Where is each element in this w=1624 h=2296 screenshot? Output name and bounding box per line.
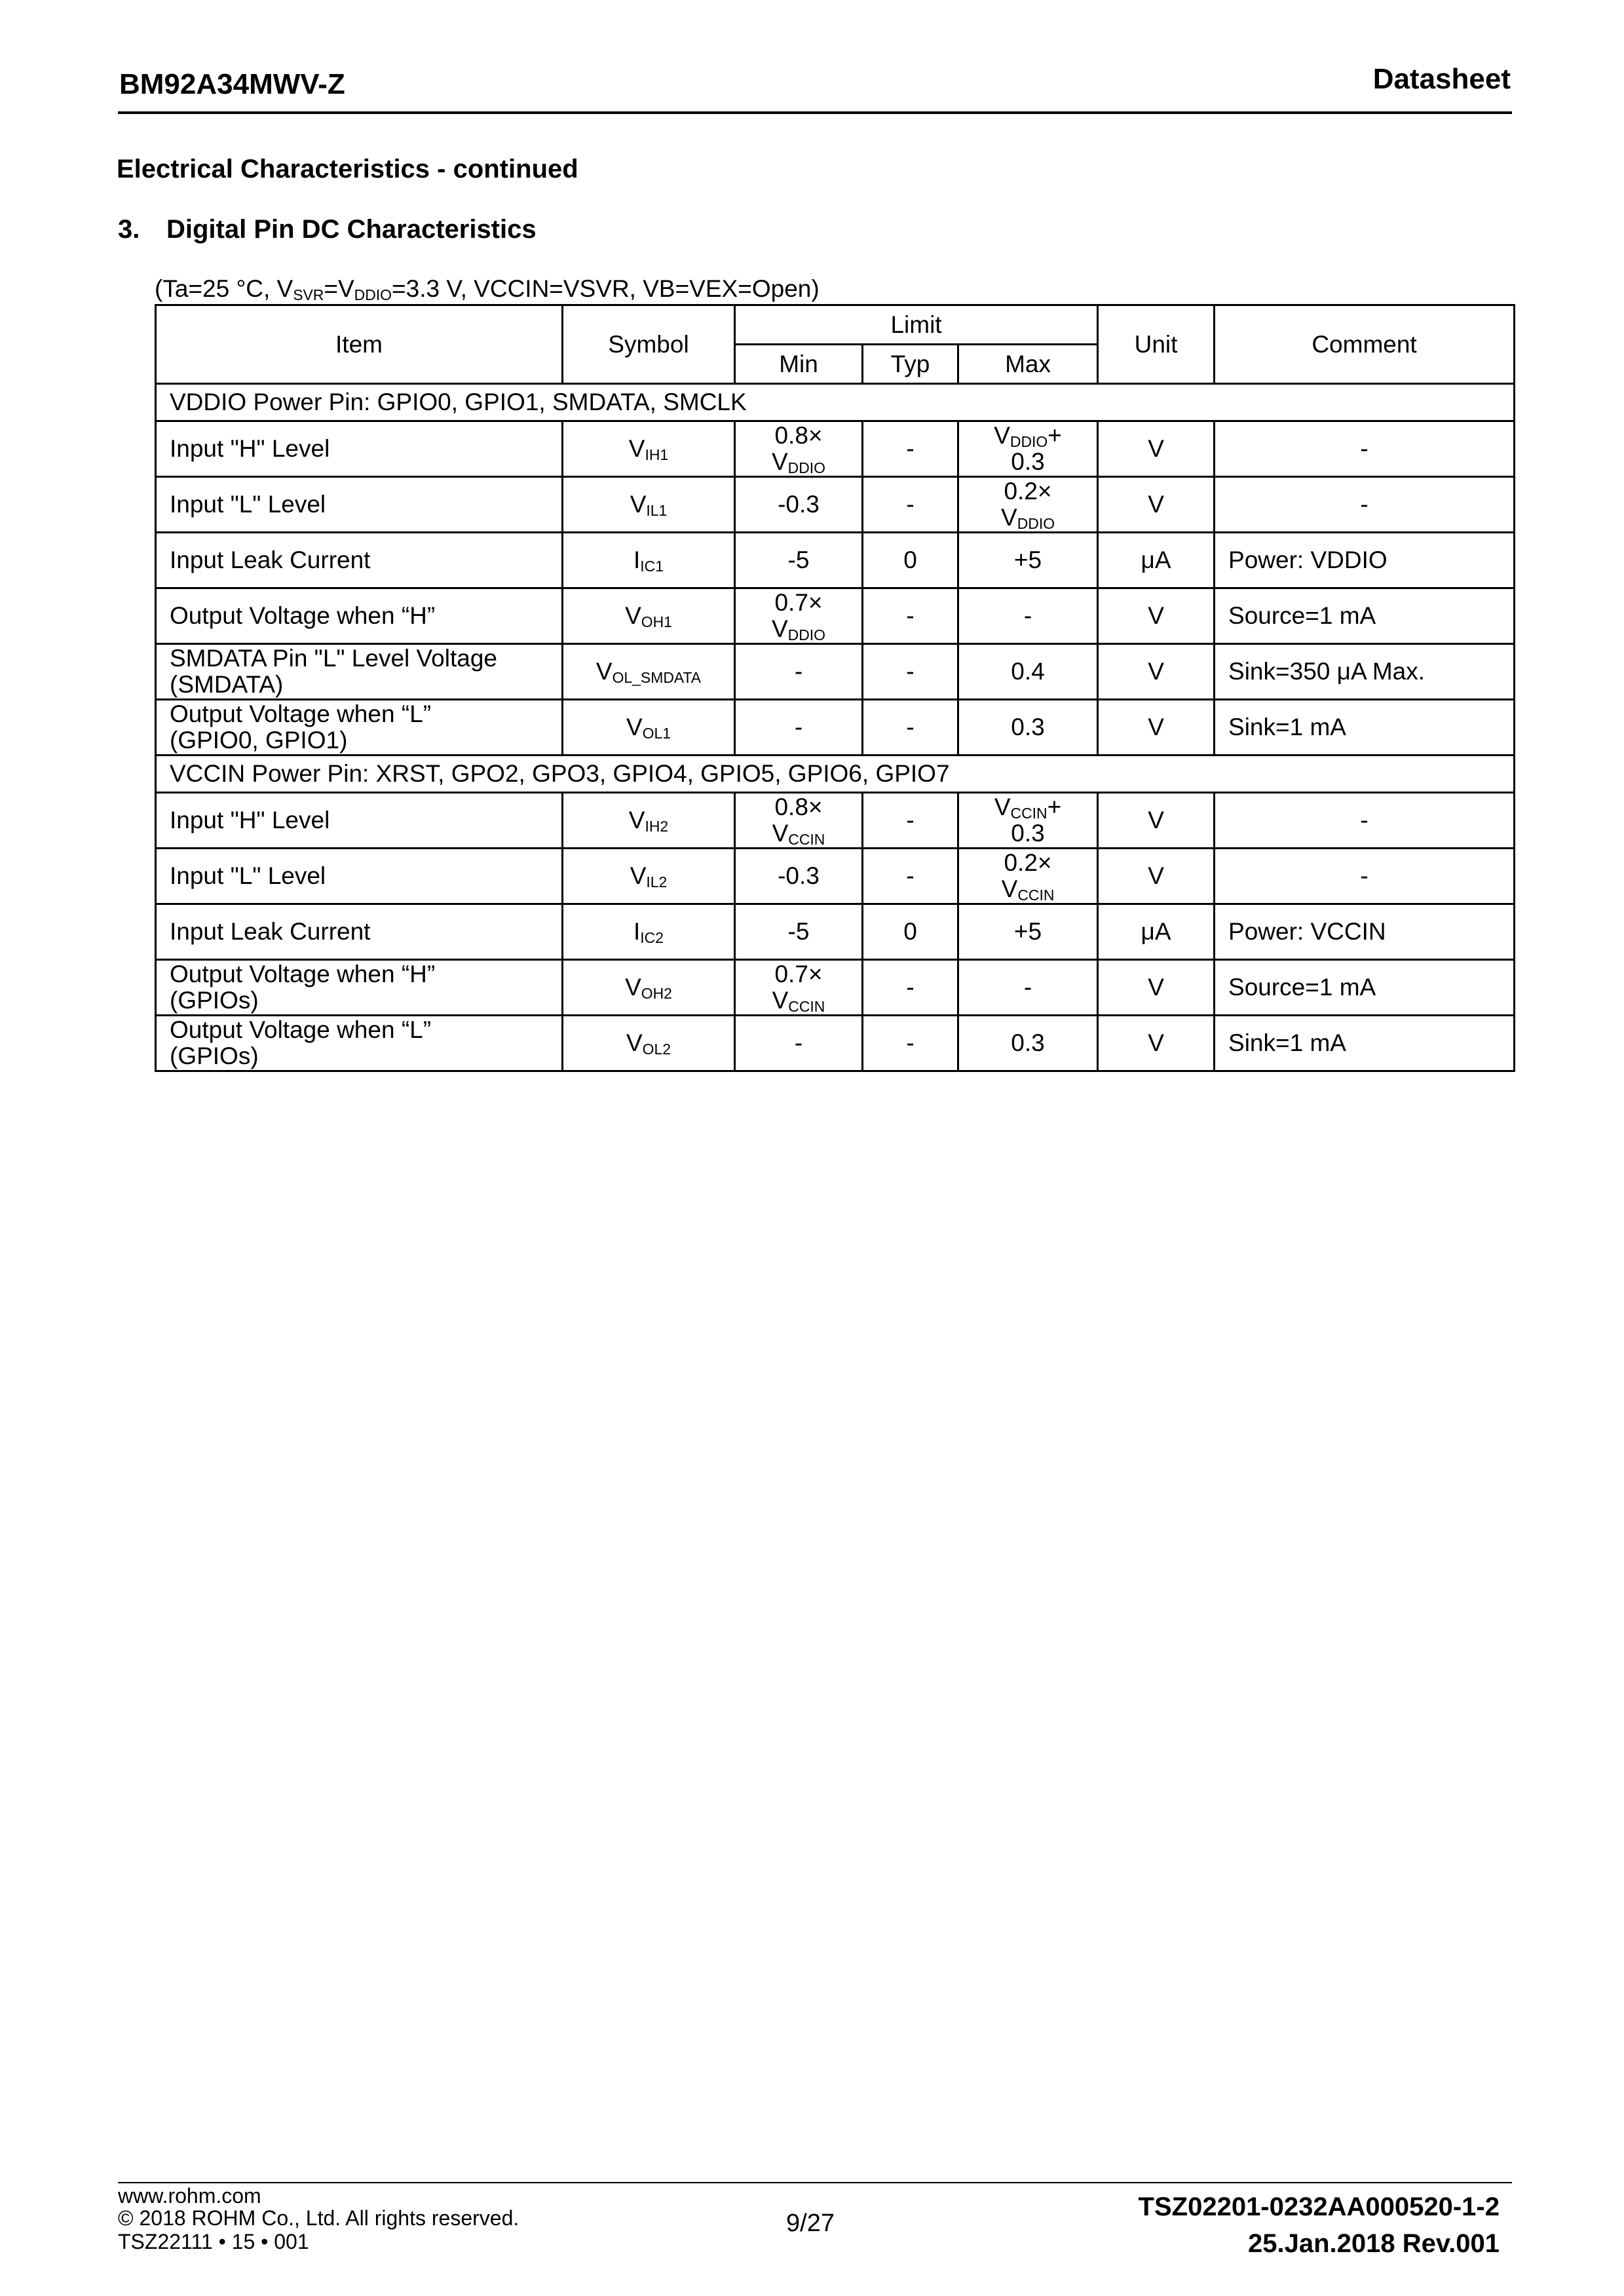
subsection-number: 3. bbox=[118, 215, 140, 244]
max-line2: V bbox=[1001, 504, 1017, 531]
typ-cell: - bbox=[863, 960, 958, 1016]
item-text: SMDATA Pin "L" Level Voltage bbox=[170, 645, 497, 672]
comment-cell: Power: VCCIN bbox=[1215, 904, 1515, 960]
symbol-cell bbox=[563, 533, 735, 588]
item-cell bbox=[156, 849, 563, 904]
max-cell: - bbox=[958, 960, 1098, 1016]
symbol-sub: IC2 bbox=[640, 929, 664, 947]
unit-cell: V bbox=[1098, 1016, 1215, 1071]
symbol-sub: OH2 bbox=[641, 985, 672, 1003]
max-line1: 0.2× bbox=[1004, 849, 1052, 876]
item-cell bbox=[156, 960, 563, 1016]
item-cell bbox=[156, 904, 563, 960]
cond-sub: DDIO bbox=[354, 286, 392, 304]
max-plus: + bbox=[1047, 794, 1062, 820]
item-text: Input "L" Level bbox=[170, 491, 326, 518]
item-text-line2: (GPIOs) bbox=[170, 987, 259, 1014]
min-cell bbox=[735, 793, 863, 849]
symbol-cell bbox=[563, 644, 735, 700]
header-symbol: Symbol bbox=[563, 305, 735, 384]
item-text: Output Voltage when “H” bbox=[170, 961, 436, 987]
item-text: Input "H" Level bbox=[170, 807, 330, 833]
item-text: Output Voltage when “L” bbox=[170, 1016, 432, 1043]
table-row bbox=[156, 1016, 1515, 1071]
section-label: VDDIO Power Pin: GPIO0, GPIO1, SMDATA, SMCLK bbox=[156, 384, 1515, 421]
typ-cell: - bbox=[863, 477, 958, 533]
max-cell bbox=[958, 793, 1098, 849]
table-row bbox=[156, 904, 1515, 960]
unit-cell: μA bbox=[1098, 533, 1215, 588]
min-sub: CCIN bbox=[788, 998, 825, 1016]
symbol-cell bbox=[563, 477, 735, 533]
section-title: Electrical Characteristics - continued bbox=[117, 155, 578, 183]
min-line1: 0.7× bbox=[774, 589, 823, 616]
max-cell: +5 bbox=[958, 904, 1098, 960]
table-row bbox=[156, 849, 1515, 904]
table-row bbox=[156, 421, 1515, 477]
max-line2: V bbox=[1001, 875, 1018, 902]
cond-part: =3.3 V, VCCIN=VSVR, VB=VEX=Open) bbox=[392, 275, 820, 302]
symbol-sub: OH1 bbox=[641, 613, 672, 631]
typ-cell: - bbox=[863, 700, 958, 756]
item-cell bbox=[156, 533, 563, 588]
typ-cell: - bbox=[863, 588, 958, 644]
symbol-sub: OL1 bbox=[642, 725, 671, 742]
item-cell bbox=[156, 644, 563, 700]
unit-cell: V bbox=[1098, 588, 1215, 644]
symbol-sub: OL_SMDATA bbox=[612, 669, 702, 687]
max-line1: V bbox=[994, 422, 1010, 449]
comment-cell: - bbox=[1215, 421, 1515, 477]
comment-cell: Sink=1 mA bbox=[1215, 700, 1515, 756]
header-rule bbox=[118, 111, 1512, 114]
symbol-sub: IC1 bbox=[640, 558, 664, 575]
table-row bbox=[156, 533, 1515, 588]
unit-cell: V bbox=[1098, 700, 1215, 756]
max-line1: 0.2× bbox=[1004, 478, 1052, 505]
comment-cell: Sink=350 μA Max. bbox=[1215, 644, 1515, 700]
item-text: Input Leak Current bbox=[170, 918, 371, 945]
unit-cell: V bbox=[1098, 793, 1215, 849]
item-text: Input "L" Level bbox=[170, 862, 326, 889]
typ-cell: - bbox=[863, 1016, 958, 1071]
item-text: Input Leak Current bbox=[170, 546, 371, 573]
footer-rule bbox=[118, 2182, 1512, 2183]
max-cell bbox=[958, 477, 1098, 533]
max-cell: 0.3 bbox=[958, 700, 1098, 756]
symbol-base: V bbox=[626, 1029, 643, 1056]
min-line1: 0.8× bbox=[774, 794, 823, 820]
table-row bbox=[156, 477, 1515, 533]
typ-cell: - bbox=[863, 421, 958, 477]
symbol-base: V bbox=[595, 658, 613, 685]
unit-cell: μA bbox=[1098, 904, 1215, 960]
min-cell bbox=[735, 421, 863, 477]
symbol-base: V bbox=[626, 714, 643, 740]
typ-cell: 0 bbox=[863, 533, 958, 588]
item-cell bbox=[156, 793, 563, 849]
max-sub: CCIN bbox=[1010, 805, 1048, 822]
item-text: Output Voltage when “L” bbox=[170, 700, 432, 727]
min-cell: - bbox=[735, 1016, 863, 1071]
section-row-vccin bbox=[156, 756, 1515, 793]
item-cell bbox=[156, 1016, 563, 1071]
max-cell: - bbox=[958, 588, 1098, 644]
item-cell bbox=[156, 700, 563, 756]
item-cell bbox=[156, 421, 563, 477]
min-line2: V bbox=[772, 987, 789, 1014]
table-row bbox=[156, 960, 1515, 1016]
table-row bbox=[156, 644, 1515, 700]
min-line2: V bbox=[771, 615, 788, 642]
header-min: Min bbox=[735, 345, 863, 384]
symbol-sub: IL2 bbox=[646, 873, 668, 891]
page-number: 9/27 bbox=[786, 2210, 835, 2237]
symbol-cell bbox=[563, 904, 735, 960]
max-cell bbox=[958, 849, 1098, 904]
item-text: Output Voltage when “H” bbox=[170, 602, 436, 629]
min-cell: - bbox=[735, 644, 863, 700]
comment-cell: - bbox=[1215, 849, 1515, 904]
footer-form-code: TSZ22111 • 15 • 001 bbox=[118, 2230, 309, 2253]
symbol-base: V bbox=[628, 435, 645, 462]
item-text-line2: (GPIO0, GPIO1) bbox=[170, 727, 348, 754]
table-row bbox=[156, 588, 1515, 644]
symbol-sub: IH1 bbox=[645, 446, 669, 464]
header-unit: Unit bbox=[1098, 305, 1215, 384]
table-row bbox=[156, 793, 1515, 849]
min-cell: - bbox=[735, 700, 863, 756]
unit-cell: V bbox=[1098, 477, 1215, 533]
typ-cell: 0 bbox=[863, 904, 958, 960]
item-cell bbox=[156, 588, 563, 644]
section-row-vddio bbox=[156, 384, 1515, 421]
max-line1: V bbox=[994, 794, 1011, 820]
comment-cell: Power: VDDIO bbox=[1215, 533, 1515, 588]
typ-cell: - bbox=[863, 793, 958, 849]
unit-cell: V bbox=[1098, 421, 1215, 477]
max-sub: CCIN bbox=[1017, 887, 1055, 904]
min-line1: 0.7× bbox=[774, 961, 823, 987]
header-item: Item bbox=[156, 305, 563, 384]
typ-cell: - bbox=[863, 644, 958, 700]
part-number: BM92A34MWV-Z bbox=[119, 68, 345, 100]
symbol-cell bbox=[563, 588, 735, 644]
max-cell: +5 bbox=[958, 533, 1098, 588]
max-line2: 0.3 bbox=[1011, 820, 1045, 847]
symbol-base: V bbox=[630, 862, 647, 889]
unit-cell: V bbox=[1098, 849, 1215, 904]
document-number: TSZ02201-0232AA000520-1-2 bbox=[1138, 2192, 1500, 2221]
max-cell: 0.3 bbox=[958, 1016, 1098, 1071]
max-sub: DDIO bbox=[1017, 515, 1055, 533]
symbol-base: V bbox=[628, 807, 645, 833]
comment-cell: Sink=1 mA bbox=[1215, 1016, 1515, 1071]
doc-type: Datasheet bbox=[1372, 63, 1511, 95]
symbol-cell bbox=[563, 793, 735, 849]
symbol-base: V bbox=[625, 974, 641, 1001]
min-line1: 0.8× bbox=[774, 422, 823, 449]
min-sub: CCIN bbox=[788, 831, 825, 849]
test-conditions bbox=[155, 275, 820, 303]
comment-cell: Source=1 mA bbox=[1215, 588, 1515, 644]
dc-characteristics-table bbox=[155, 304, 1515, 1072]
min-cell: -5 bbox=[735, 533, 863, 588]
footer-website: www.rohm.com bbox=[118, 2184, 261, 2208]
symbol-base: I bbox=[633, 546, 641, 573]
max-cell: 0.4 bbox=[958, 644, 1098, 700]
item-text-line2: (SMDATA) bbox=[170, 671, 284, 698]
comment-cell: - bbox=[1215, 793, 1515, 849]
symbol-cell bbox=[563, 849, 735, 904]
subsection-text: Digital Pin DC Characteristics bbox=[166, 215, 537, 244]
min-line2: V bbox=[772, 820, 789, 847]
section-label: VCCIN Power Pin: XRST, GPO2, GPO3, GPIO4, GPIO5, GPIO6, GPIO7 bbox=[156, 756, 1515, 793]
item-text: Input "H" Level bbox=[170, 435, 330, 462]
item-text-line2: (GPIOs) bbox=[170, 1043, 259, 1069]
max-sub: DDIO bbox=[1010, 433, 1048, 451]
unit-cell: V bbox=[1098, 644, 1215, 700]
header-typ: Typ bbox=[863, 345, 958, 384]
subsection-title bbox=[118, 215, 537, 244]
revision-date: 25.Jan.2018 Rev.001 bbox=[1247, 2229, 1500, 2258]
symbol-cell bbox=[563, 1016, 735, 1071]
footer-copyright: © 2018 ROHM Co., Ltd. All rights reserved. bbox=[118, 2206, 519, 2230]
min-line2: V bbox=[771, 448, 788, 475]
symbol-cell bbox=[563, 960, 735, 1016]
min-cell: -0.3 bbox=[735, 477, 863, 533]
item-cell bbox=[156, 477, 563, 533]
cond-part: (Ta=25 °C, V bbox=[155, 275, 293, 302]
header-max: Max bbox=[958, 345, 1098, 384]
max-cell bbox=[958, 421, 1098, 477]
typ-cell: - bbox=[863, 849, 958, 904]
symbol-sub: IH2 bbox=[645, 818, 669, 835]
table-row bbox=[156, 700, 1515, 756]
comment-cell: - bbox=[1215, 477, 1515, 533]
min-sub: DDIO bbox=[787, 459, 826, 477]
min-cell bbox=[735, 588, 863, 644]
symbol-base: V bbox=[630, 491, 647, 518]
cond-sub: SVR bbox=[293, 286, 324, 304]
symbol-sub: IL1 bbox=[646, 502, 668, 520]
symbol-base: V bbox=[625, 602, 641, 629]
symbol-cell bbox=[563, 700, 735, 756]
symbol-sub: OL2 bbox=[642, 1041, 671, 1058]
min-cell: -5 bbox=[735, 904, 863, 960]
max-plus: + bbox=[1048, 422, 1062, 449]
unit-cell: V bbox=[1098, 960, 1215, 1016]
min-sub: DDIO bbox=[787, 626, 826, 644]
min-cell bbox=[735, 960, 863, 1016]
symbol-cell bbox=[563, 421, 735, 477]
symbol-base: I bbox=[633, 918, 641, 945]
max-line2: 0.3 bbox=[1011, 448, 1045, 475]
cond-part: =V bbox=[324, 275, 354, 302]
header-limit: Limit bbox=[735, 305, 1098, 345]
comment-cell: Source=1 mA bbox=[1215, 960, 1515, 1016]
header-comment: Comment bbox=[1215, 305, 1515, 384]
min-cell: -0.3 bbox=[735, 849, 863, 904]
